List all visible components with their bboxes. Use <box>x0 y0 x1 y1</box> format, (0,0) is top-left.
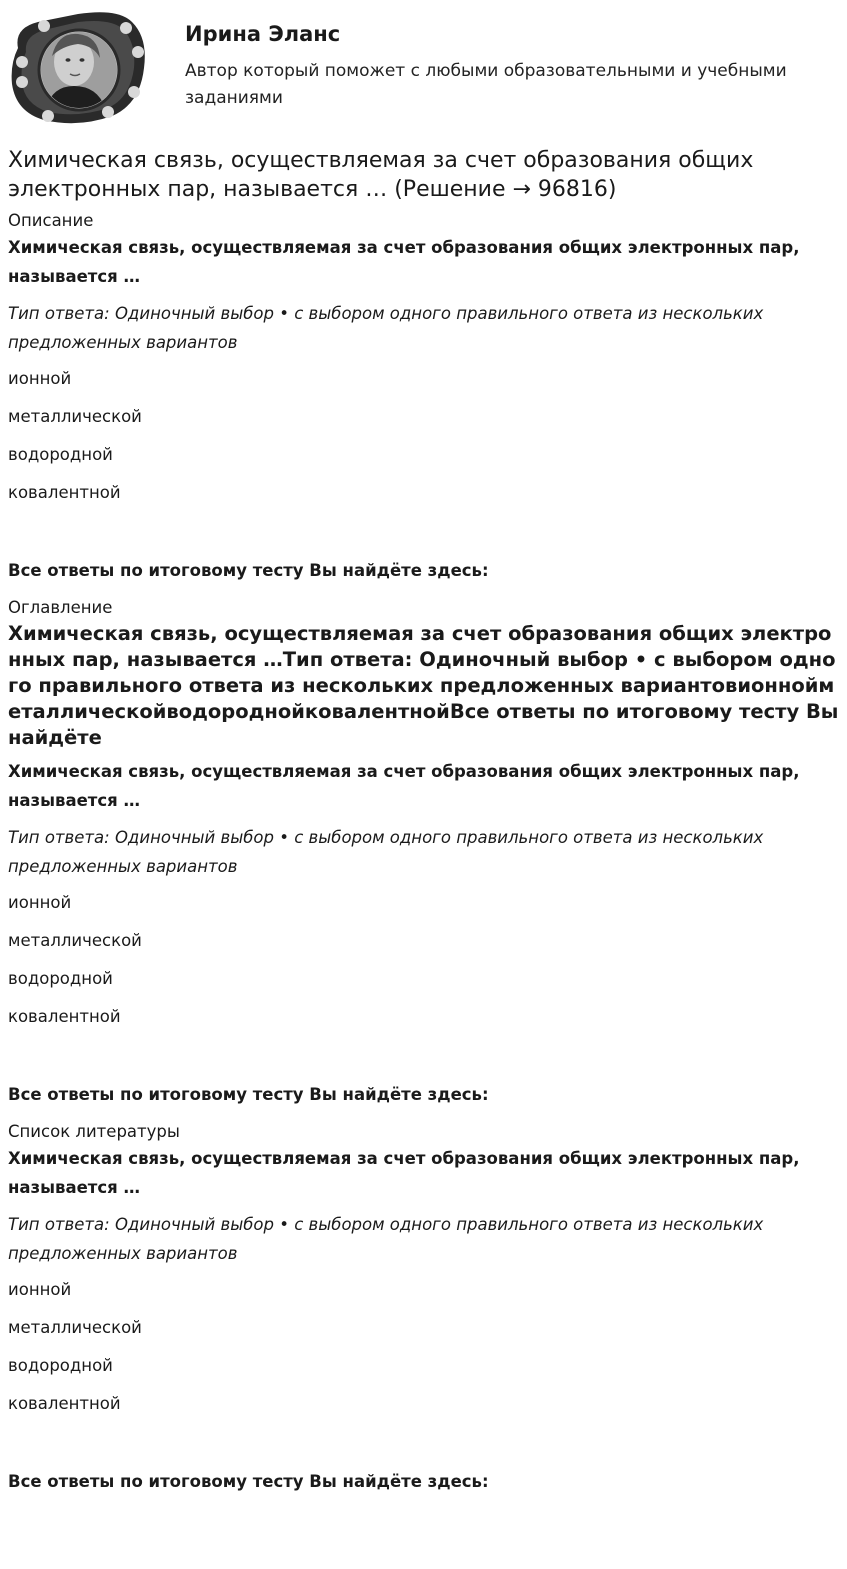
section-label: Оглавление <box>8 598 113 617</box>
author-description: Автор который поможет с любыми образовательными и учебными заданиями <box>185 61 787 108</box>
answer-type: Тип ответа: Одиночный выбор • с выбором одного правильного ответа из нескольких предложенных вариантов <box>8 828 764 876</box>
option-list <box>8 366 839 505</box>
section-description <box>8 208 839 583</box>
answer-type: Тип ответа: Одиночный выбор • с выбором одного правильного ответа из нескольких предложенных вариантов <box>8 1215 764 1263</box>
option-item: ковалентной <box>8 483 121 502</box>
toc-heading: Химическая связь, осуществляемая за счет образования общих электронных пар, называется …Тип ответа: Одиночный выбор • с выбором одного правильного ответа из нескольких предложенных вариантовионнойметаллическойводороднойковалентнойВсе ответы по итоговому тесту Вы найдёте <box>8 622 839 749</box>
option-item: ионной <box>8 893 72 912</box>
page-title: Химическая связь, осуществляемая за счет образования общих электронных пар, называется … (Решение → 96816) <box>8 148 754 202</box>
option-item: ионной <box>8 369 72 388</box>
option-item: ковалентной <box>8 1394 121 1413</box>
answers-link[interactable]: Все ответы по итоговому тесту Вы найдёте здесь: <box>8 561 489 580</box>
question-text: Химическая связь, осуществляемая за счет образования общих электронных пар, называется … <box>8 238 800 286</box>
section-label: Описание <box>8 211 94 230</box>
author-name[interactable]: Ирина Эланс <box>185 22 341 46</box>
option-item: ионной <box>8 1280 72 1299</box>
author-header <box>8 8 839 126</box>
question-text: Химическая связь, осуществляемая за счет образования общих электронных пар, называется … <box>8 762 800 810</box>
main-content <box>8 146 839 1494</box>
answers-link[interactable]: Все ответы по итоговому тесту Вы найдёте здесь: <box>8 1085 489 1104</box>
section-label: Список литературы <box>8 1122 180 1141</box>
option-item: металлической <box>8 931 142 950</box>
film-reel-portrait-icon <box>8 8 150 126</box>
question-text: Химическая связь, осуществляемая за счет образования общих электронных пар, называется … <box>8 1149 800 1197</box>
answers-link[interactable]: Все ответы по итоговому тесту Вы найдёте здесь: <box>8 1472 489 1491</box>
option-list <box>8 890 839 1029</box>
author-avatar <box>8 8 150 126</box>
answer-type: Тип ответа: Одиночный выбор • с выбором одного правильного ответа из нескольких предложенных вариантов <box>8 304 764 352</box>
section-toc <box>8 595 839 1107</box>
section-references <box>8 1119 839 1494</box>
option-item: водородной <box>8 969 113 988</box>
option-item: водородной <box>8 445 113 464</box>
option-item: водородной <box>8 1356 113 1375</box>
option-item: ковалентной <box>8 1007 121 1026</box>
option-item: металлической <box>8 1318 142 1337</box>
option-item: металлической <box>8 407 142 426</box>
option-list <box>8 1277 839 1416</box>
